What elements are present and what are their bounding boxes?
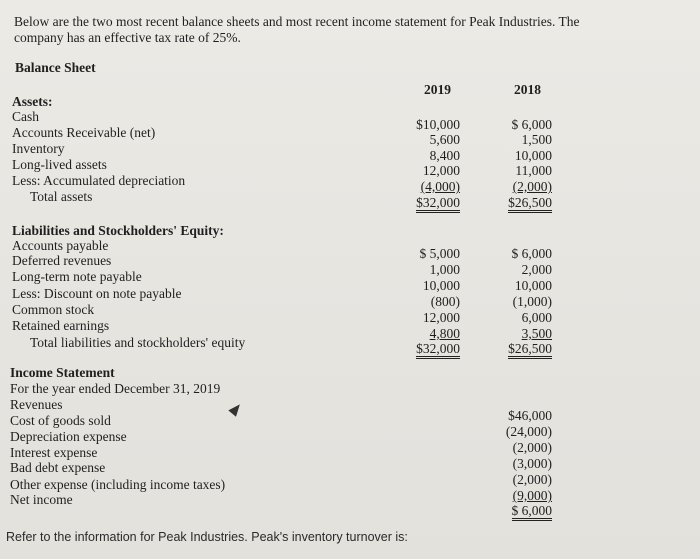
assets-row-label: Accounts Receivable (net) xyxy=(12,125,156,140)
assets-ar-2019: 5,600 xyxy=(429,132,460,147)
interest-value: (3,000) xyxy=(512,456,552,471)
income-statement-title: Income Statement xyxy=(10,365,115,380)
liab-common-2018: 6,000 xyxy=(521,310,552,325)
assets-accdep-2018: (2,000) xyxy=(512,179,552,194)
intro-line-1: Below are the two most recent balance sheets and most recent income statement for Peak Industries. The xyxy=(14,14,580,29)
income-row-label: Cost of goods sold xyxy=(10,413,111,428)
liability-row-label: Long-term note payable xyxy=(12,269,142,284)
cogs-value: (24,000) xyxy=(505,424,552,439)
total-assets-2018: $26,500 xyxy=(508,195,552,213)
assets-row-label: Long-lived assets xyxy=(12,157,107,172)
liabilities-header: Liabilities and Stockholders' Equity: xyxy=(12,223,224,238)
liab-deferred-2019: 1,000 xyxy=(429,262,460,277)
income-statement-period: For the year ended December 31, 2019 xyxy=(10,381,221,396)
liability-row-label: Deferred revenues xyxy=(12,253,112,268)
total-assets-2019: $32,000 xyxy=(416,195,460,213)
assets-row-label: Cash xyxy=(12,109,39,124)
total-liabilities-label: Total liabilities and stockholders' equity xyxy=(30,335,246,350)
assets-row-label: Less: Accumulated depreciation xyxy=(12,173,186,188)
total-liabilities-2018: $26,500 xyxy=(508,341,552,359)
income-row-label: Interest expense xyxy=(10,445,98,460)
liab-common-2019: 12,000 xyxy=(422,310,460,325)
assets-inventory-2019: 8,400 xyxy=(429,148,460,163)
liab-ap-2019: $ 5,000 xyxy=(419,246,460,261)
net-income-label: Net income xyxy=(10,492,73,507)
assets-ar-2018: 1,500 xyxy=(521,132,552,147)
other-expense-value: (9,000) xyxy=(512,488,552,503)
total-assets-label: Total assets xyxy=(30,189,93,204)
liab-retained-2018: 3,500 xyxy=(521,326,552,341)
income-row-label: Revenues xyxy=(10,397,63,412)
liab-retained-2019: 4,800 xyxy=(429,326,460,341)
intro-line-2: company has an effective tax rate of 25%. xyxy=(14,30,241,45)
liab-discount-2018: (1,000) xyxy=(512,294,552,309)
assets-longlived-2018: 11,000 xyxy=(515,163,552,178)
assets-header: Assets: xyxy=(12,94,53,109)
total-liabilities-2019: $32,000 xyxy=(416,341,460,359)
balance-sheet-title: Balance Sheet xyxy=(15,60,96,75)
assets-inventory-2018: 10,000 xyxy=(514,148,552,163)
bad-debt-value: (2,000) xyxy=(512,472,552,487)
liability-row-label: Less: Discount on note payable xyxy=(12,286,182,301)
liab-note-2018: 10,000 xyxy=(514,278,552,293)
assets-cash-2019: $10,000 xyxy=(416,117,460,132)
income-row-label: Bad debt expense xyxy=(10,460,106,475)
liability-row-label: Retained earnings xyxy=(12,318,110,333)
income-row-label: Other expense (including income taxes) xyxy=(10,477,226,492)
liab-discount-2019: (800) xyxy=(430,294,460,309)
revenues-value: $46,000 xyxy=(508,408,552,423)
income-row-label: Depreciation expense xyxy=(10,429,127,444)
column-header-2019: 2019 xyxy=(424,82,451,97)
liability-row-label: Accounts payable xyxy=(12,238,109,253)
mouse-pointer-icon xyxy=(228,401,243,417)
liability-row-label: Common stock xyxy=(12,302,95,317)
liab-ap-2018: $ 6,000 xyxy=(511,246,552,261)
depreciation-value: (2,000) xyxy=(512,440,552,455)
assets-row-label: Inventory xyxy=(12,141,65,156)
question-prompt: Refer to the information for Peak Industries. Peak's inventory turnover is: xyxy=(6,530,408,544)
net-income-value: $ 6,000 xyxy=(512,503,553,521)
column-header-2018: 2018 xyxy=(514,82,541,97)
assets-cash-2018: $ 6,000 xyxy=(511,117,552,132)
assets-longlived-2019: 12,000 xyxy=(422,163,460,178)
liab-note-2019: 10,000 xyxy=(422,278,460,293)
assets-accdep-2019: (4,000) xyxy=(420,179,460,194)
liab-deferred-2018: 2,000 xyxy=(521,262,552,277)
